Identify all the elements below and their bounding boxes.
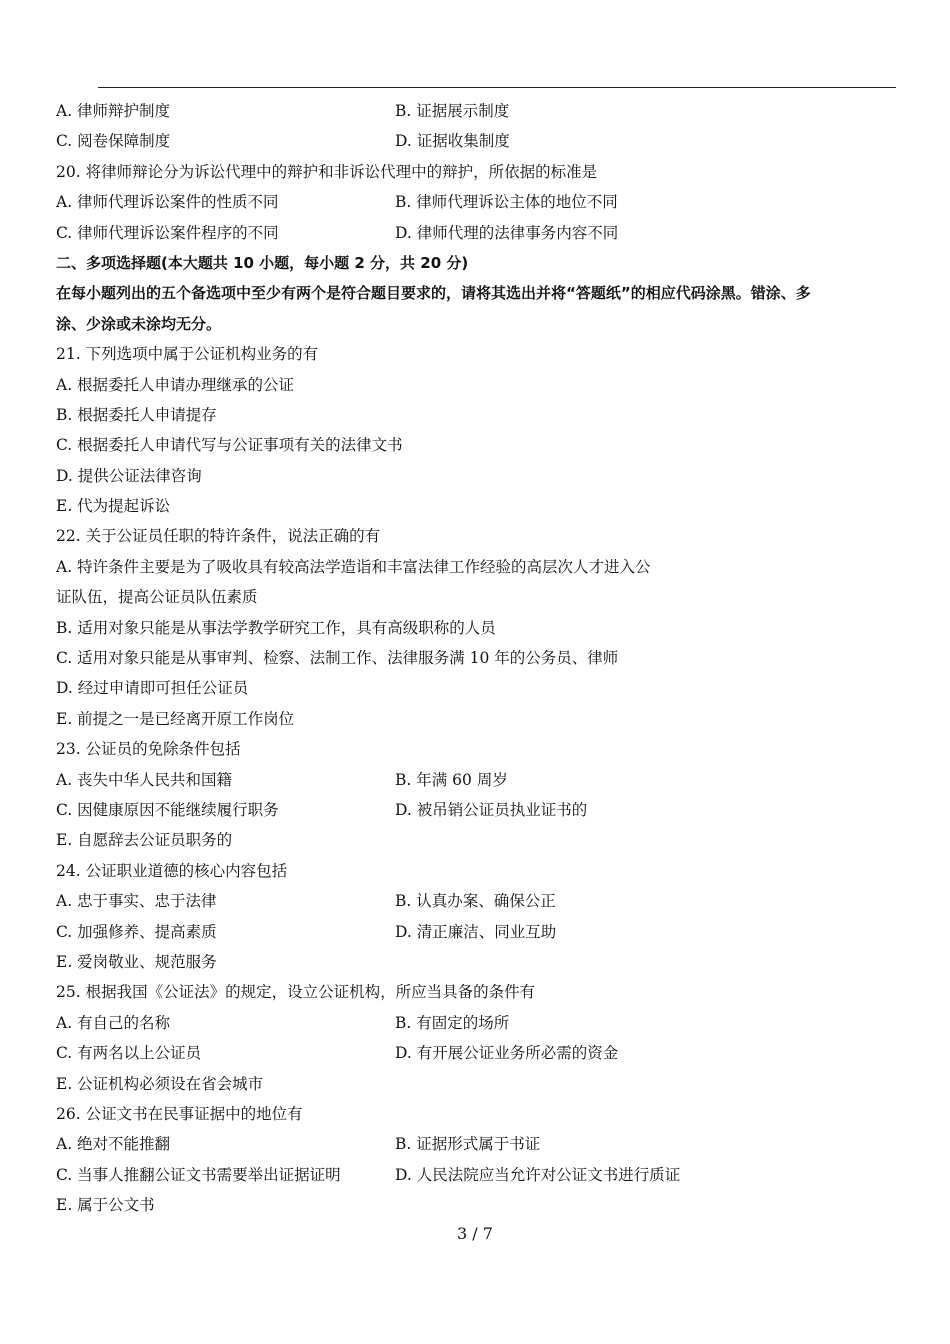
line-text: B. 适用对象只能是从事法学教学研究工作，具有高级职称的人员	[56, 618, 496, 637]
line-text: 20. 将律师辩论分为诉讼代理中的辩护和非诉讼代理中的辩护，所依据的标准是	[56, 162, 598, 181]
line-text: B. 根据委托人申请提存	[56, 405, 217, 424]
option-right-column: B. 证据形式属于书证	[395, 1135, 541, 1154]
line-text: A. 绝对不能推翻	[56, 1135, 171, 1154]
line-text: 涂、少涂或未涂均无分。	[56, 314, 222, 333]
page-body	[56, 96, 906, 1220]
text-line	[56, 1099, 906, 1129]
line-text: E. 爱岗敬业、规范服务	[56, 952, 217, 971]
text-line	[56, 673, 906, 703]
line-text: C. 当事人推翻公证文书需要举出证据证明	[56, 1165, 341, 1184]
line-text: 21. 下列选项中属于公证机构业务的有	[56, 345, 319, 364]
line-text: A. 特许条件主要是为了吸收具有较高法学造诣和丰富法律工作经验的高层次人才进入公	[56, 557, 651, 576]
line-text: C. 根据委托人申请代写与公证事项有关的法律文书	[56, 436, 403, 455]
text-line	[56, 1038, 906, 1068]
text-line	[56, 400, 906, 430]
line-text: E. 前提之一是已经离开原工作岗位	[56, 709, 295, 728]
option-right-column: B. 认真办案、确保公正	[395, 892, 556, 911]
option-right-column: D. 有开展公证业务所必需的资金	[395, 1044, 619, 1063]
line-text: A. 律师代理诉讼案件的性质不同	[56, 193, 279, 212]
line-text: 证队伍，提高公证员队伍素质	[56, 588, 258, 607]
text-line	[56, 1160, 906, 1190]
text-line	[56, 126, 906, 156]
line-text: E. 代为提起诉讼	[56, 497, 171, 516]
line-text: C. 因健康原因不能继续履行职务	[56, 800, 279, 819]
option-right-column: D. 律师代理的法律事务内容不同	[395, 223, 619, 242]
text-line	[56, 1129, 906, 1159]
text-line	[56, 1008, 906, 1038]
text-line	[56, 96, 906, 126]
text-line	[56, 218, 906, 248]
page-number: 3 / 7	[457, 1224, 493, 1243]
option-right-column: D. 清正廉洁、同业互助	[395, 922, 557, 941]
header-rule	[98, 87, 896, 88]
option-right-column: D. 人民法院应当允许对公证文书进行质证	[395, 1165, 681, 1184]
text-line	[56, 613, 906, 643]
text-line	[56, 643, 906, 673]
line-text: E. 属于公文书	[56, 1196, 155, 1215]
option-right-column: B. 证据展示制度	[395, 102, 510, 120]
line-text: A. 丧失中华人民共和国籍	[56, 770, 233, 789]
text-line	[56, 552, 906, 582]
text-line	[56, 886, 906, 916]
text-line	[56, 734, 906, 764]
line-text: E. 公证机构必须设在省会城市	[56, 1074, 264, 1093]
text-line	[56, 461, 906, 491]
line-text: C. 加强修养、提高素质	[56, 922, 217, 941]
line-text: 23. 公证员的免除条件包括	[56, 740, 241, 759]
text-line	[56, 1190, 906, 1220]
text-line	[56, 1069, 906, 1099]
text-line	[56, 157, 906, 187]
line-text: 25. 根据我国《公证法》的规定，设立公证机构，所应当具备的条件有	[56, 983, 536, 1002]
line-text: A. 根据委托人申请办理继承的公证	[56, 375, 295, 394]
text-line	[56, 704, 906, 734]
text-line	[56, 765, 906, 795]
line-text: D. 经过申请即可担任公证员	[56, 679, 249, 698]
section-instruction-line	[56, 309, 906, 339]
line-text: 二、多项选择题(本大题共 10 小题，每小题 2 分，共 20 分)	[56, 253, 469, 272]
option-right-column: B. 律师代理诉讼主体的地位不同	[395, 193, 618, 212]
text-line	[56, 430, 906, 460]
section-instruction-line	[56, 248, 906, 278]
line-text: A. 忠于事实、忠于法律	[56, 892, 217, 911]
text-line	[56, 977, 906, 1007]
text-line	[56, 917, 906, 947]
text-line	[56, 187, 906, 217]
line-text: A. 有自己的名称	[56, 1013, 171, 1032]
text-line	[56, 339, 906, 369]
option-right-column: D. 证据收集制度	[395, 132, 510, 151]
line-text: A. 律师辩护制度	[56, 102, 171, 120]
text-line	[56, 947, 906, 977]
line-text: 24. 公证职业道德的核心内容包括	[56, 861, 288, 880]
line-text: 在每小题列出的五个备选项中至少有两个是符合题目要求的，请将其选出并将“答题纸”的相应代码涂黑。错涂、多	[56, 284, 811, 303]
line-text: 22. 关于公证员任职的特许条件，说法正确的有	[56, 527, 381, 546]
text-line	[56, 825, 906, 855]
text-line	[56, 521, 906, 551]
line-text: C. 律师代理诉讼案件程序的不同	[56, 223, 279, 242]
option-right-column: B. 年满 60 周岁	[395, 770, 508, 789]
line-text: E. 自愿辞去公证员职务的	[56, 831, 233, 850]
line-text: C. 适用对象只能是从事审判、检察、法制工作、法律服务满 10 年的公务员、律师	[56, 649, 619, 668]
text-line	[56, 795, 906, 825]
option-right-column: B. 有固定的场所	[395, 1013, 510, 1032]
line-text: 26. 公证文书在民事证据中的地位有	[56, 1104, 303, 1123]
text-line	[56, 491, 906, 521]
line-text: C. 有两名以上公证员	[56, 1044, 202, 1063]
line-text: D. 提供公证法律咨询	[56, 466, 202, 485]
line-text: C. 阅卷保障制度	[56, 132, 171, 151]
section-instruction-line	[56, 278, 906, 308]
option-right-column: D. 被吊销公证员执业证书的	[395, 800, 588, 819]
text-line	[56, 582, 906, 612]
text-line	[56, 856, 906, 886]
text-line	[56, 370, 906, 400]
